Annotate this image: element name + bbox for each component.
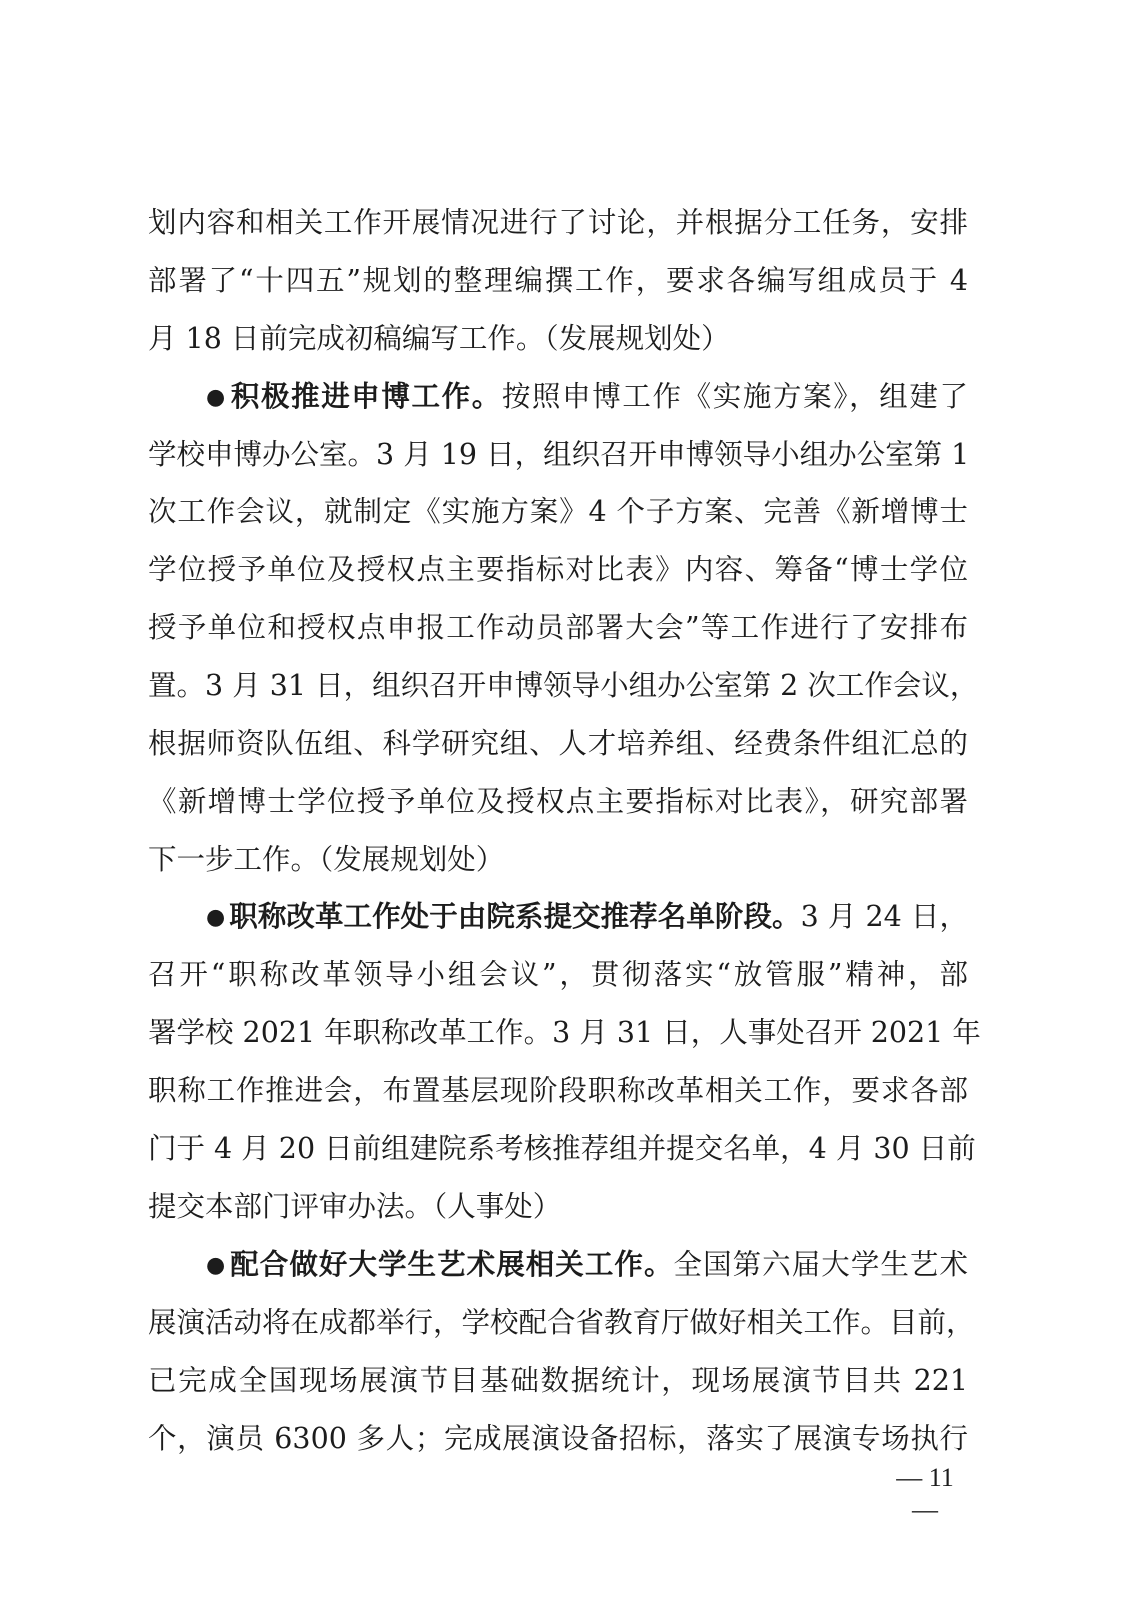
paragraph-first-line (206, 897, 968, 937)
paragraph-text: 全国第六届大学生艺术 (673, 1248, 968, 1281)
paragraph-line: 置。3 月 31 日，组织召开申博领导小组办公室第 2 次工作会议， (148, 669, 979, 702)
paragraph-line: 学位授予单位及授权点主要指标对比表》内容、筹备“博士学位 (148, 553, 968, 586)
paragraph-line: 《新增博士学位授予单位及授权点主要指标对比表》，研究部署 (148, 785, 968, 818)
paragraph-line: 部署了“十四五”规划的整理编撰工作，要求各编写组成员于 4 (148, 264, 968, 297)
paragraph-line: 职称工作推进会，布置基层现阶段职称改革相关工作，要求各部 (148, 1074, 968, 1107)
paragraph-line: 月 18 日前完成初稿编写工作。（发展规划处） (148, 322, 730, 355)
section-heading: 职称改革工作处于由院系提交推荐名单阶段。 (229, 900, 801, 933)
bullet-dot-icon: ● (206, 905, 226, 930)
bullet-dot-icon: ● (206, 385, 227, 410)
paragraph-line: 授予单位和授权点申报工作动员部署大会”等工作进行了安排布 (148, 611, 968, 644)
paragraph-line: 展演活动将在成都举行，学校配合省教育厅做好相关工作。目前， (148, 1306, 975, 1339)
paragraph-line: 次工作会议，就制定《实施方案》4 个子方案、完善《新增博士 (148, 495, 968, 528)
section-heading: 配合做好大学生艺术展相关工作。 (230, 1248, 674, 1281)
paragraph-line: 个，演员 6300 多人；完成展演设备招标，落实了展演专场执行 (148, 1422, 968, 1455)
paragraph-first-line (206, 377, 968, 417)
section-heading: 积极推进申博工作。 (230, 380, 502, 413)
paragraph-text: 按照申博工作《实施方案》，组建了 (501, 380, 968, 413)
paragraph-line: 已完成全国现场展演节目基础数据统计，现场展演节目共 221 (148, 1364, 968, 1397)
paragraph-line: 门于 4 月 20 日前组建院系考核推荐组并提交名单，4 月 30 日前 (148, 1132, 976, 1165)
paragraph-line: 划内容和相关工作开展情况进行了讨论，并根据分工任务，安排 (148, 206, 968, 239)
paragraph-line: 下一步工作。（发展规划处） (148, 843, 505, 876)
paragraph-line: 根据师资队伍组、科学研究组、人才培养组、经费条件组汇总的 (148, 727, 968, 760)
paragraph-line: 召开“职称改革领导小组会议”，贯彻落实“放管服”精神，部 (148, 958, 968, 991)
paragraph-line: 学校申博办公室。3 月 19 日，组织召开申博领导小组办公室第 1 (148, 438, 970, 471)
paragraph-first-line (206, 1245, 968, 1285)
paragraph-line: 署学校 2021 年职称改革工作。3 月 31 日，人事处召开 2021 年 (148, 1016, 981, 1049)
paragraph-text: 3 月 24 日， (800, 900, 968, 933)
page-number: — 11 — (896, 1463, 954, 1524)
paragraph-line: 提交本部门评审办法。（人事处） (148, 1190, 562, 1223)
bullet-dot-icon: ● (206, 1253, 227, 1278)
